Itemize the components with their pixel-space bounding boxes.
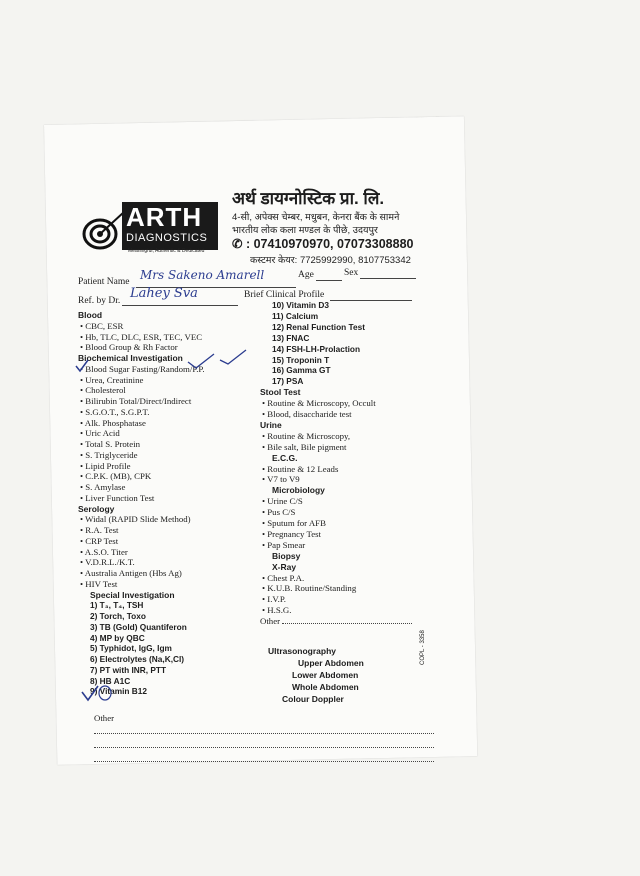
right-item-26 (262, 583, 356, 593)
bullet-icon: • (80, 439, 86, 449)
right-item-21 (262, 529, 321, 539)
bullet-icon: • (80, 546, 85, 557)
left-item-17 (80, 493, 154, 503)
age-label: Age (298, 270, 314, 280)
sex-label: Sex (344, 268, 359, 278)
bullet-icon: • (262, 518, 268, 528)
right-item-20 (262, 518, 326, 528)
item-label: CRP Test (85, 535, 119, 546)
right-num-2: 12) Renal Function Test (272, 321, 365, 332)
left-heading2-26: Special Investigation (90, 589, 175, 600)
bullet-icon: • (262, 441, 268, 452)
right-num-1: 11) Calcium (272, 310, 319, 321)
item-label: Blood, disaccharide test (267, 409, 352, 419)
bullet-icon: • (80, 578, 86, 589)
bullet-icon: • (80, 374, 86, 385)
item-label: Alk. Phosphatase (84, 417, 146, 428)
address-line-2: भारतीय लोक कला मण्डल के पीछे, उदयपुर (232, 225, 378, 236)
left-num-27: 1) T₃, T₄, TSH (90, 600, 144, 611)
bullet-icon: • (80, 460, 86, 471)
bullet-icon: • (80, 449, 86, 460)
item-label: Hb, TLC, DLC, ESR, TEC, VEC (85, 331, 203, 342)
item-label: Sputum for AFB (267, 518, 326, 528)
clinical-profile-line (330, 300, 412, 301)
other-line-3 (94, 761, 434, 762)
item-label: A.S.O. Titer (84, 546, 128, 557)
other-label: Other (260, 616, 281, 627)
us-colour-doppler: Colour Doppler (282, 694, 344, 704)
ref-doctor-value: Lahey Sva (130, 286, 198, 301)
item-label: S.G.O.T., S.G.P.T. (85, 406, 150, 417)
bullet-icon: • (262, 507, 268, 518)
left-item-25 (80, 579, 117, 589)
item-label: R.A. Test (85, 525, 119, 535)
phone-numbers: ✆ : 07410970970, 07073308880 (232, 237, 414, 251)
item-label: V7 to V9 (267, 474, 300, 485)
item-label: S. Amylase (85, 482, 126, 492)
right-item-9 (262, 398, 376, 408)
left-item-21 (80, 536, 118, 546)
left-num-33: 7) PT with INR, PTT (90, 664, 167, 675)
item-label: K.U.B. Routine/Standing (267, 583, 357, 594)
left-item-7 (80, 385, 126, 395)
bullet-icon: • (80, 363, 86, 374)
bullet-icon: • (80, 406, 86, 417)
ultrasonography-heading: Ultrasonography (268, 646, 337, 656)
right-heading2-17: Microbiology (272, 485, 325, 496)
logo-sub-text: DIAGNOSTICS (126, 232, 208, 244)
left-num-31: 5) Typhidot, IgG, Igm (90, 643, 172, 654)
item-label: H.S.G. (267, 605, 292, 616)
bullet-icon: • (262, 528, 268, 539)
item-label: CBC, ESR (85, 320, 124, 331)
bullet-icon: • (80, 568, 85, 578)
right-heading2-24: X-Ray (272, 561, 297, 572)
left-item-19 (80, 514, 191, 524)
item-label: Routine & Microscopy, (267, 430, 351, 441)
right-item-12 (262, 431, 350, 441)
left-item-13 (80, 450, 138, 460)
item-label: Widal (RAPID Slide Method) (85, 514, 191, 525)
left-item-20 (80, 525, 118, 535)
left-num-28: 2) Torch, Toxo (90, 611, 146, 621)
bullet-icon: • (80, 396, 86, 406)
right-item-10 (262, 409, 352, 419)
left-heading-4: Biochemical Investigation (78, 353, 183, 363)
other-dots (282, 623, 412, 624)
left-heading-0: Blood (78, 310, 103, 320)
bullet-icon: • (262, 474, 268, 485)
left-num-29: 3) TB (Gold) Quantiferon (90, 621, 187, 632)
bullet-icon: • (80, 385, 86, 396)
left-num-32: 6) Electrolytes (Na,K,Cl) (90, 654, 185, 664)
bullet-icon: • (80, 557, 86, 568)
item-label: I.V.P. (267, 594, 286, 605)
right-num-4: 14) FSH-LH-Prolaction (272, 343, 361, 354)
left-num-35: 9) Vitamin B12 (90, 686, 148, 697)
bullet-icon: • (80, 492, 86, 503)
patient-name-label: Patient Name (78, 277, 130, 287)
footer-other-label: Other (94, 713, 115, 723)
left-item-22 (80, 547, 128, 557)
bullet-icon: • (80, 482, 86, 492)
item-label: Liver Function Test (85, 492, 155, 503)
arth-logo (82, 200, 222, 260)
bullet-icon: • (80, 535, 86, 546)
item-label: C.P.K. (MB), CPK (85, 471, 152, 482)
us-lower-abdomen: Lower Abdomen (292, 670, 359, 680)
logo-main-text: ARTH (126, 202, 203, 232)
bullet-icon: • (262, 539, 268, 550)
bullet-icon: • (262, 430, 268, 441)
left-item-14 (80, 461, 130, 471)
item-label: S. Triglyceride (85, 449, 138, 460)
target-logo-icon (82, 212, 126, 252)
item-label: Australia Antigen (Hbs Ag) (84, 568, 182, 578)
patient-name-value: Mrs Sakeno Amarell (140, 268, 265, 282)
ref-line (122, 305, 238, 306)
bullet-icon: • (262, 398, 268, 409)
right-item-28 (262, 605, 291, 615)
clinical-profile-label: Brief Clinical Profile (244, 290, 325, 300)
item-label: Blood Sugar Fasting/Random/P.P. (85, 363, 205, 374)
right-num-6: 16) Gamma GT (272, 365, 331, 376)
right-item-19 (262, 507, 295, 517)
bullet-icon: • (262, 572, 268, 583)
left-item-23 (80, 557, 135, 567)
bullet-icon: • (262, 409, 268, 419)
other-line-2 (94, 747, 434, 748)
bullet-icon: • (80, 514, 86, 525)
customer-care: कस्टमर केयर: 7725992990, 8107753342 (250, 255, 411, 266)
us-whole-abdomen: Whole Abdomen (292, 682, 359, 692)
right-item-13 (262, 442, 346, 452)
left-item-1 (80, 321, 123, 331)
left-num-30: 4) MP by QBC (90, 632, 145, 643)
sex-line (360, 278, 416, 279)
item-label: Total S. Protein (85, 439, 140, 449)
item-label: Routine & Microscopy, Occult (267, 398, 376, 409)
bullet-icon: • (262, 594, 268, 605)
item-label: Urea, Creatinine (85, 374, 144, 385)
pen-tick-marks (70, 348, 250, 378)
left-heading-18: Serology (78, 503, 115, 514)
bullet-icon: • (80, 471, 86, 482)
right-item-27 (262, 594, 286, 604)
right-item-16 (262, 474, 300, 484)
bullet-icon: • (80, 342, 86, 353)
item-label: Pregnancy Test (267, 528, 321, 539)
right-other-29 (260, 616, 412, 626)
right-heading2-14: E.C.G. (272, 452, 298, 463)
age-line (316, 280, 342, 281)
item-label: Uric Acid (85, 428, 120, 439)
bullet-icon: • (80, 331, 86, 342)
bullet-icon: • (80, 525, 86, 535)
bullet-icon: • (80, 417, 85, 428)
ref-label: Ref. by Dr. (78, 296, 121, 306)
address-line-1: 4-सी, अपेक्स चेम्बर, मधुबन, केनरा बैंक के सामने (232, 212, 400, 223)
right-num-0: 10) Vitamin D3 (272, 300, 330, 310)
form-code-stamp: COPL - 3358 (420, 630, 426, 665)
other-line-1 (94, 733, 434, 734)
item-label: Blood Group & Rh Factor (85, 342, 178, 353)
item-label: Routine & 12 Leads (267, 463, 339, 474)
right-item-22 (262, 540, 305, 550)
item-label: Bilirubin Total/Direct/Indirect (85, 396, 192, 406)
item-label: Urine C/S (267, 496, 303, 507)
left-item-2 (80, 332, 202, 342)
item-label: HIV Test (85, 578, 118, 589)
left-item-15 (80, 471, 151, 481)
item-label: V.D.R.L./K.T. (85, 557, 135, 568)
left-item-12 (80, 439, 140, 449)
bullet-icon: • (262, 463, 268, 474)
item-label: Pus C/S (267, 507, 296, 518)
item-label: Pap Smear (267, 539, 306, 550)
right-heading2-23: Biopsy (272, 550, 301, 561)
item-label: Chest P.A. (267, 572, 305, 583)
left-item-10 (80, 418, 146, 428)
bullet-icon: • (262, 496, 268, 507)
bullet-icon: • (262, 583, 268, 594)
right-item-25 (262, 573, 304, 583)
right-num-5: 15) Troponin T (272, 354, 330, 365)
left-item-9 (80, 407, 149, 417)
left-item-16 (80, 482, 125, 492)
logo-tagline: Meaningful, Authentic & Dedicated (128, 248, 205, 254)
right-item-15 (262, 464, 338, 474)
right-item-18 (262, 496, 303, 506)
bullet-icon: • (80, 320, 86, 331)
left-num-34: 8) HB A1C (90, 675, 131, 686)
right-heading-8: Stool Test (260, 387, 301, 398)
left-item-24 (80, 568, 182, 578)
right-heading-11: Urine (260, 419, 282, 430)
bullet-icon: • (80, 428, 86, 439)
us-upper-abdomen: Upper Abdomen (298, 658, 364, 668)
right-num-7: 17) PSA (272, 376, 304, 387)
item-label: Cholesterol (85, 385, 126, 396)
left-item-8 (80, 396, 191, 406)
hindi-company-name: अर्थ डायग्नोस्टिक प्रा. लि. (232, 189, 385, 208)
bullet-icon: • (262, 605, 268, 616)
left-item-11 (80, 428, 120, 438)
item-label: Lipid Profile (85, 460, 131, 471)
right-num-3: 13) FNAC (272, 332, 310, 343)
hba1c-tick-mark (80, 682, 120, 704)
item-label: Bile salt, Bile pigment (267, 441, 347, 452)
